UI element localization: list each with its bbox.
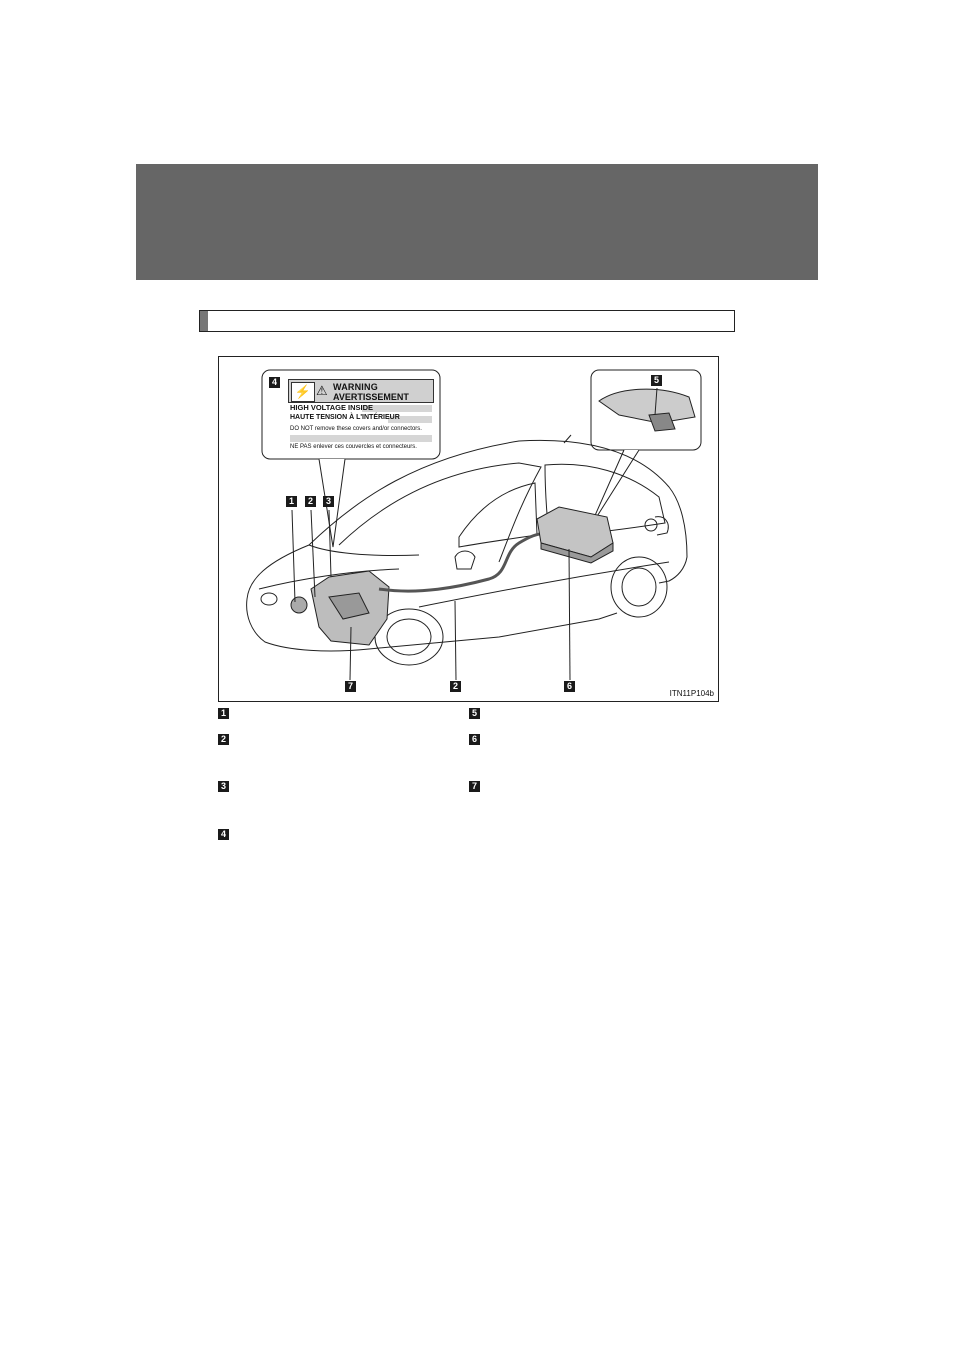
callout-badge-4: 4: [269, 377, 280, 388]
legend-marker-1: 1: [218, 708, 229, 719]
section-title-tab: [200, 311, 208, 331]
callout-badge-1: 1: [286, 496, 297, 507]
legend-marker-7: 7: [469, 781, 480, 792]
label-gray-bar: [290, 435, 432, 442]
high-voltage-icon: ⚡: [291, 382, 315, 402]
callout-badge-2-top: 2: [305, 496, 316, 507]
warning-line-3: DO NOT remove these covers and/or connectors.: [290, 426, 422, 432]
warning-triangle-icon: ⚠: [316, 383, 328, 398]
hv-cable: [379, 533, 549, 591]
callout-badge-5: 5: [651, 375, 662, 386]
warning-line-2: HAUTE TENSION À L'INTÉRIEUR: [290, 414, 400, 421]
chapter-header-band: [136, 164, 818, 280]
legend-marker-3: 3: [218, 781, 229, 792]
callout-badge-7: 7: [345, 681, 356, 692]
callout-badge-6: 6: [564, 681, 575, 692]
warning-title-fr: AVERTISSEMENT: [333, 392, 409, 402]
legend-marker-5: 5: [469, 708, 480, 719]
legend-marker-6: 6: [469, 734, 480, 745]
callout-badge-3: 3: [323, 496, 334, 507]
callout-badge-2-bottom: 2: [450, 681, 461, 692]
section-title-bar: [199, 310, 735, 332]
rear-wheel: [611, 557, 667, 617]
figure-code: ITN11P104b: [669, 689, 714, 698]
warning-line-1: HIGH VOLTAGE INSIDE: [290, 403, 374, 412]
warning-title-en: WARNING: [333, 382, 378, 392]
warning-line-4: NE PAS enlever ces couvercles et connecteurs.: [290, 444, 417, 450]
warning-label-header: [288, 379, 434, 403]
hv-warning-label: [288, 379, 434, 455]
legend-marker-4: 4: [218, 829, 229, 840]
legend-marker-2: 2: [218, 734, 229, 745]
